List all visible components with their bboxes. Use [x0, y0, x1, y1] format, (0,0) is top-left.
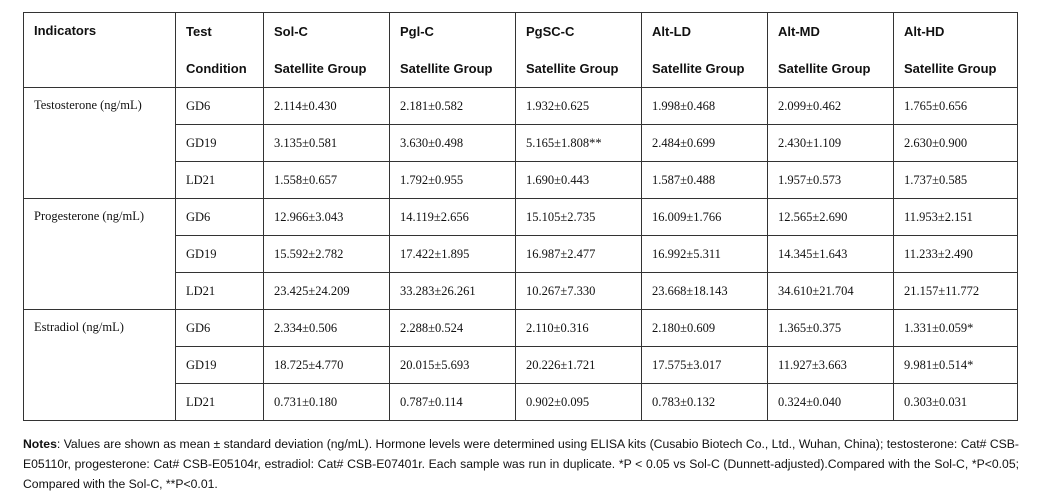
value-cell: 17.575±3.017 — [642, 347, 768, 384]
value-cell: 10.267±7.330 — [516, 273, 642, 310]
condition-cell: GD19 — [176, 347, 264, 384]
value-cell: 12.565±2.690 — [768, 199, 894, 236]
indicator-cell: Estradiol (ng/mL) — [24, 310, 176, 421]
value-cell: 2.180±0.609 — [642, 310, 768, 347]
value-cell: 20.226±1.721 — [516, 347, 642, 384]
value-cell: 5.165±1.808** — [516, 125, 642, 162]
value-cell: 1.690±0.443 — [516, 162, 642, 199]
value-cell: 11.953±2.151 — [894, 199, 1018, 236]
value-cell: 21.157±11.772 — [894, 273, 1018, 310]
value-cell: 12.966±3.043 — [264, 199, 390, 236]
value-cell: 2.110±0.316 — [516, 310, 642, 347]
header-row-1 — [24, 13, 1018, 51]
notes-label: Notes — [23, 437, 57, 451]
value-cell: 2.334±0.506 — [264, 310, 390, 347]
table-notes — [23, 434, 1019, 494]
value-cell: 23.668±18.143 — [642, 273, 768, 310]
value-cell: 1.365±0.375 — [768, 310, 894, 347]
indicator-cell: Testosterone (ng/mL) — [24, 88, 176, 199]
condition-cell: GD19 — [176, 236, 264, 273]
value-cell: 2.288±0.524 — [390, 310, 516, 347]
value-cell: 16.009±1.766 — [642, 199, 768, 236]
value-cell: 1.998±0.468 — [642, 88, 768, 125]
table-row — [24, 88, 1018, 125]
value-cell: 14.345±1.643 — [768, 236, 894, 273]
condition-cell: GD6 — [176, 88, 264, 125]
header-cell: Satellite Group — [642, 50, 768, 88]
value-cell: 1.765±0.656 — [894, 88, 1018, 125]
header-cell: Alt-MD — [768, 13, 894, 51]
value-cell: 9.981±0.514* — [894, 347, 1018, 384]
hormone-table — [23, 12, 1018, 421]
value-cell: 0.787±0.114 — [390, 384, 516, 421]
value-cell: 1.558±0.657 — [264, 162, 390, 199]
value-cell: 0.731±0.180 — [264, 384, 390, 421]
header-cell: Satellite Group — [390, 50, 516, 88]
header-cell: Satellite Group — [264, 50, 390, 88]
value-cell: 33.283±26.261 — [390, 273, 516, 310]
value-cell: 3.135±0.581 — [264, 125, 390, 162]
header-cell: Indicators — [24, 13, 176, 88]
value-cell: 15.592±2.782 — [264, 236, 390, 273]
header-cell: Test — [176, 13, 264, 51]
value-cell: 11.233±2.490 — [894, 236, 1018, 273]
notes-text: : Values are shown as mean ± standard deviation (ng/mL). Hormone levels were determined using ELISA kits (Cusabio Biotech Co., Ltd., Wuhan, China); testosterone: Cat# CSB-E05110r, progesterone: Cat# CSB-E05104r, estradiol: Cat# CSB-E07401r. Each sample was run in duplicate. *P < 0.05 vs Sol-C (Dunnett-adjusted).Compared with the Sol-C, *P<0.05; Compared with the Sol-C, **P<0.01. — [23, 437, 1019, 491]
value-cell: 34.610±21.704 — [768, 273, 894, 310]
value-cell: 18.725±4.770 — [264, 347, 390, 384]
header-cell: Sol-C — [264, 13, 390, 51]
value-cell: 2.484±0.699 — [642, 125, 768, 162]
value-cell: 2.630±0.900 — [894, 125, 1018, 162]
value-cell: 2.181±0.582 — [390, 88, 516, 125]
value-cell: 2.114±0.430 — [264, 88, 390, 125]
value-cell: 23.425±24.209 — [264, 273, 390, 310]
indicator-cell: Progesterone (ng/mL) — [24, 199, 176, 310]
table-row — [24, 199, 1018, 236]
value-cell: 1.587±0.488 — [642, 162, 768, 199]
value-cell: 0.303±0.031 — [894, 384, 1018, 421]
value-cell: 20.015±5.693 — [390, 347, 516, 384]
value-cell: 1.792±0.955 — [390, 162, 516, 199]
header-cell: Condition — [176, 50, 264, 88]
table-row — [24, 310, 1018, 347]
value-cell: 2.099±0.462 — [768, 88, 894, 125]
header-cell: Alt-HD — [894, 13, 1018, 51]
value-cell: 0.324±0.040 — [768, 384, 894, 421]
condition-cell: GD19 — [176, 125, 264, 162]
header-cell: Satellite Group — [516, 50, 642, 88]
value-cell: 16.987±2.477 — [516, 236, 642, 273]
value-cell: 11.927±3.663 — [768, 347, 894, 384]
value-cell: 1.737±0.585 — [894, 162, 1018, 199]
value-cell: 14.119±2.656 — [390, 199, 516, 236]
condition-cell: GD6 — [176, 310, 264, 347]
header-cell: Satellite Group — [894, 50, 1018, 88]
value-cell: 17.422±1.895 — [390, 236, 516, 273]
condition-cell: LD21 — [176, 273, 264, 310]
value-cell: 16.992±5.311 — [642, 236, 768, 273]
header-cell: PgSC-C — [516, 13, 642, 51]
value-cell: 3.630±0.498 — [390, 125, 516, 162]
value-cell: 1.331±0.059* — [894, 310, 1018, 347]
condition-cell: GD6 — [176, 199, 264, 236]
header-cell: Pgl-C — [390, 13, 516, 51]
value-cell: 1.932±0.625 — [516, 88, 642, 125]
condition-cell: LD21 — [176, 162, 264, 199]
value-cell: 1.957±0.573 — [768, 162, 894, 199]
value-cell: 2.430±1.109 — [768, 125, 894, 162]
header-cell: Satellite Group — [768, 50, 894, 88]
value-cell: 0.783±0.132 — [642, 384, 768, 421]
value-cell: 15.105±2.735 — [516, 199, 642, 236]
header-cell: Alt-LD — [642, 13, 768, 51]
condition-cell: LD21 — [176, 384, 264, 421]
value-cell: 0.902±0.095 — [516, 384, 642, 421]
